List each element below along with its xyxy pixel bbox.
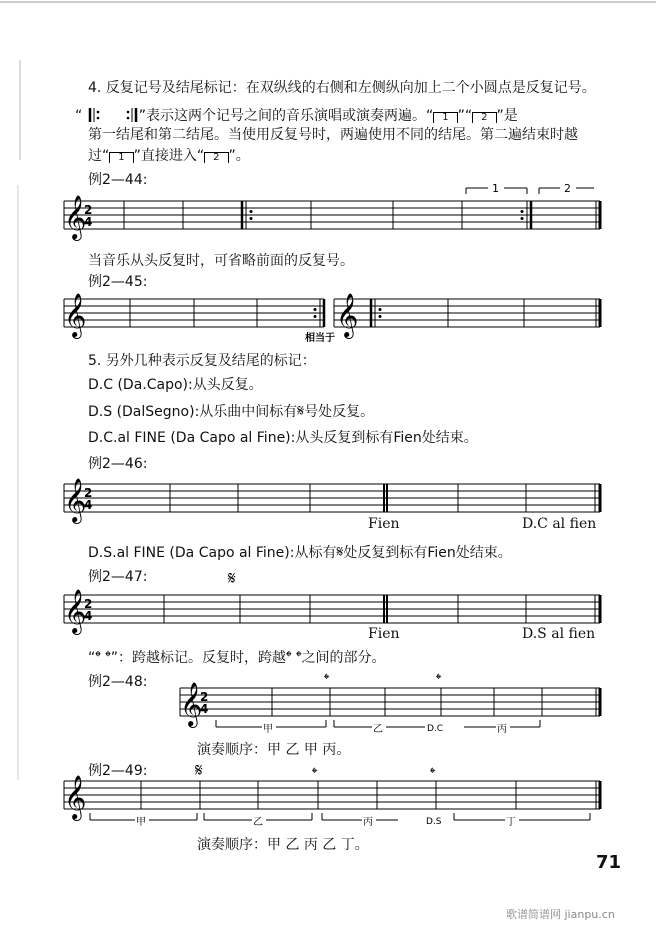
ex49-jia: 甲 [136,817,146,828]
coda-icon: 𝄌 [296,647,302,666]
ex45-equiv: 相当于 [305,333,335,344]
ex48-order: 演奏顺序：甲 乙 甲 丙。 [197,742,351,758]
coda-icon: 𝄌 [312,764,318,782]
ex49-order: 演奏顺序：甲 乙 丙 乙 丁。 [197,837,369,853]
ex48-bing: 丙 [497,724,507,735]
ex46-fine: Fien [368,516,400,532]
coda-icon: 𝄌 [436,670,442,688]
svg-text:2: 2 [200,690,209,704]
section4-heading: 4. 反复记号及结尾标记：在双纵线的右侧和左侧纵向加上二个小圆点是反复记号。 [88,80,596,96]
coda-icon: 𝄌 [324,670,330,688]
treble-clef-icon: 𝄞 [64,293,87,337]
section4-line3: 第一结尾和第二结尾。当使用反复号时，两遍使用不同的结尾。第二遍结束时越 [88,127,578,143]
ex44-label: 例2—44: [88,172,148,188]
svg-text:4: 4 [84,215,93,229]
treble-clef-icon: 𝄞 [180,682,203,726]
ex48-jia: 甲 [263,724,273,735]
ex47-label: 例2—47: [88,569,148,585]
treble-clef-icon: 𝄞 [64,589,87,633]
ex49-ds: D.S [426,817,442,827]
watermark: 歌谱简谱网 jianpu.cn [506,908,615,921]
ex48-label: 例2—48: [88,674,148,690]
note44: 当音乐从头反复时，可省略前面的反复号。 [88,253,354,269]
treble-clef-icon: 𝄞 [336,293,359,337]
ex49-yi: 乙 [253,817,263,828]
coda-icon: 𝄌 [430,764,436,782]
ex47-dsal: D.S al fien [522,626,596,642]
svg-text:4: 4 [200,702,209,716]
treble-clef-icon: 𝄞 [64,775,87,819]
treble-clef-icon: 𝄞 [64,478,87,522]
ex44-ending2: 2 [564,182,571,195]
section5-dc: D.C (Da.Capo):从头反复。 [88,377,263,393]
ex46-label: 例2—46: [88,456,148,472]
ex47-fine: Fien [368,626,400,642]
svg-text:2: 2 [84,203,93,217]
ex46-dcal: D.C al fien [522,516,597,532]
coda-icon: 𝄌 [95,647,101,666]
section4-line4: 过“ 1 ”直接进入“ 2 ”。 [88,148,250,164]
svg-text:2: 2 [84,597,93,611]
ex49-label: 例2—49: [88,763,148,779]
treble-clef-icon: 𝄞 [64,195,87,239]
section5-ds: D.S (DalSegno):从乐曲中间标有𝄋号处反复。 [88,401,375,420]
coda-text: “𝄌 𝄌”：跨越标记。反复时，跨越𝄌 𝄌之间的部分。 [88,647,386,666]
segno-icon: 𝄋 [195,760,203,781]
svg-text:2: 2 [84,486,93,500]
ex45-label: 例2—45: [88,274,148,290]
section4-line2: “ ”表示这两个记号之间的音乐演唱或演奏两遍。“ 1 ”“ 2 ”是 [75,104,518,125]
segno-icon: 𝄋 [297,401,305,420]
svg-text:4: 4 [84,498,93,512]
ex48-dc: D.C [427,724,444,734]
section5-dcfine: D.C.al FINE (Da Capo al Fine):从头反复到标有Fien处结束。 [88,430,478,446]
section5-heading: 5. 另外几种表示反复及结尾的标记： [88,353,316,369]
ex49-bing: 丙 [363,817,373,828]
ex49-ding: 丁 [506,817,516,828]
segno-icon: 𝄋 [228,568,236,589]
segno-icon: 𝄋 [336,542,344,561]
ex44-ending1: 1 [492,182,499,195]
coda-icon: 𝄌 [286,647,292,666]
ex48-yi: 乙 [373,724,383,735]
coda-icon: 𝄌 [105,647,111,666]
dsfine-text: D.S.al FINE (Da Capo al Fine):从标有𝄋处反复到标有Fien处结束。 [88,542,512,561]
svg-text:4: 4 [84,609,93,623]
page-number: 71 [596,852,622,873]
